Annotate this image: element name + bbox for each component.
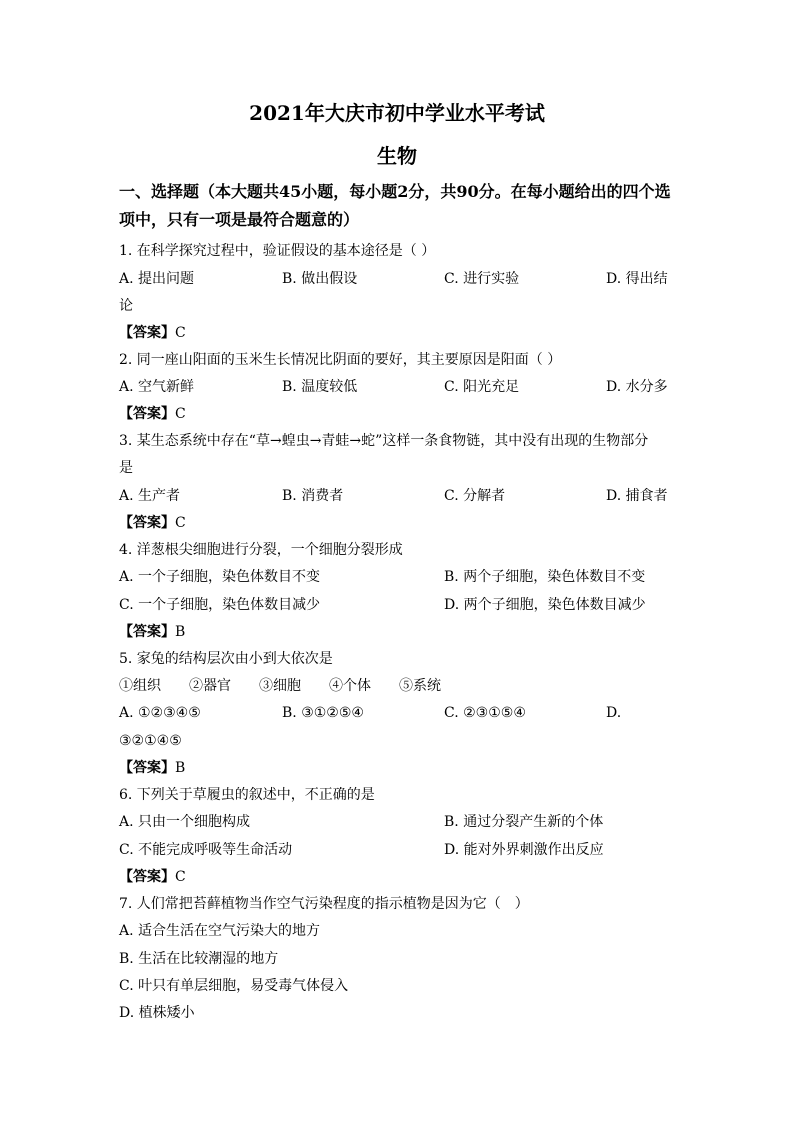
answer-value: C	[175, 406, 186, 422]
answer-label: 【答案】	[119, 325, 175, 341]
answer	[119, 514, 186, 532]
option: C. 一个子细胞，染色体数目减少	[119, 597, 321, 613]
option: B. 生活在比较潮湿的地方	[119, 951, 279, 967]
exam-title: 2021年大庆市初中学业水平考试	[249, 101, 545, 125]
option: C. ②③①⑤④	[444, 705, 526, 721]
answer-label: 【答案】	[119, 869, 175, 885]
question-stem: 2. 同一座山阳面的玉米生长情况比阴面的要好，其主要原因是阳面（ ）	[119, 352, 562, 368]
option: D. 植株矮小	[119, 1005, 195, 1021]
section-heading: 一、选择题（本大题共45小题，每小题2分，共90分。在每小题给出的四个选项中，只有一项是最符合题意的）	[119, 182, 671, 229]
option: C. 分解者	[444, 488, 506, 504]
option: C. 阳光充足	[444, 379, 520, 395]
answer-label: 【答案】	[119, 515, 175, 531]
option: B. 通过分裂产生新的个体	[444, 814, 604, 830]
option: B. 做出假设	[282, 271, 358, 287]
option-wrap: 论	[119, 298, 133, 314]
option: B. 消费者	[282, 488, 344, 504]
option: A. 生产者	[119, 488, 181, 504]
question-stem: 7. 人们常把苔藓植物当作空气污染程度的指示植物是因为它（ ）	[119, 896, 529, 912]
option: A. 只由一个细胞构成	[119, 814, 251, 830]
option: A. 空气新鲜	[119, 379, 195, 395]
option: A. 适合生活在空气污染大的地方	[119, 923, 321, 939]
item-list: ①组织 ②器官 ③细胞 ④个体 ⑤系统	[119, 678, 441, 694]
answer-label: 【答案】	[119, 760, 175, 776]
option: C. 不能完成呼吸等生命活动	[119, 842, 293, 858]
option: D. 得出结	[606, 271, 668, 287]
option: D. 捕食者	[606, 488, 668, 504]
answer	[119, 868, 186, 886]
answer-value: C	[175, 869, 186, 885]
question-stem: 6. 下列关于草履虫的叙述中，不正确的是	[119, 787, 375, 803]
answer-value: C	[175, 325, 186, 341]
option: C. 进行实验	[444, 271, 520, 287]
question-stem-wrap: 是	[119, 460, 133, 476]
question-stem: 3. 某生态系统中存在“草→蝗虫→青蛙→蛇”这样一条食物链，其中没有出现的生物部分	[119, 433, 649, 449]
option: D. 水分多	[606, 379, 668, 395]
answer	[119, 623, 185, 641]
option: B. 温度较低	[282, 379, 358, 395]
option: A. ①②③④⑤	[119, 705, 201, 721]
option: D.	[606, 705, 622, 721]
option-wrap: ③②①④⑤	[119, 733, 182, 749]
question-stem: 5. 家兔的结构层次由小到大依次是	[119, 651, 333, 667]
option: A. 一个子细胞，染色体数目不变	[119, 569, 321, 585]
option: D. 能对外界刺激作出反应	[444, 842, 604, 858]
answer-label: 【答案】	[119, 624, 175, 640]
answer-value: B	[175, 624, 186, 640]
answer	[119, 759, 185, 777]
option: B. 两个子细胞，染色体数目不变	[444, 569, 646, 585]
answer-value: B	[175, 760, 186, 776]
option: C. 叶只有单层细胞，易受毒气体侵入	[119, 978, 349, 994]
question-stem: 4. 洋葱根尖细胞进行分裂，一个细胞分裂形成	[119, 542, 403, 558]
answer	[119, 405, 186, 423]
answer-value: C	[175, 515, 186, 531]
question-stem: 1. 在科学探究过程中，验证假设的基本途径是（ ）	[119, 243, 436, 259]
answer	[119, 324, 186, 342]
answer-label: 【答案】	[119, 406, 175, 422]
subject-title: 生物	[377, 144, 417, 168]
option: A. 提出问题	[119, 271, 195, 287]
option: D. 两个子细胞，染色体数目减少	[444, 597, 646, 613]
option: B. ③①②⑤④	[282, 705, 364, 721]
